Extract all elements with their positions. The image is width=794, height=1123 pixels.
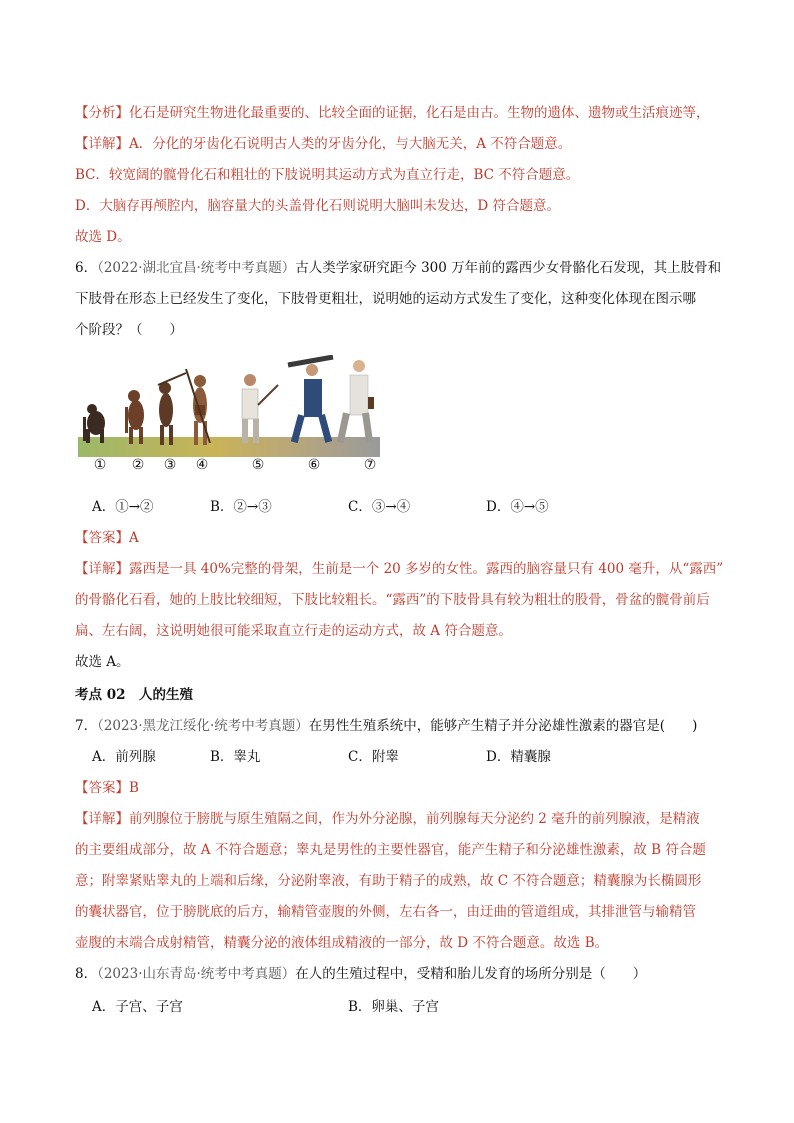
stage-label-2: ② [131, 457, 145, 473]
q5-detail-2: BC．较宽阔的髋骨化石和粗壮的下肢说明其运动方式为直立行走，BC 不符合题意。 [75, 167, 580, 183]
q5-detail-1 [75, 134, 571, 154]
figure-stage-4 [186, 369, 210, 445]
question-number: 7． [75, 718, 98, 734]
detail-text: 露西是一具 40%完整的骨架，生前是一个 20 多岁的女性。露西的脑容量只有 400 毫升，从“露西” [129, 561, 724, 577]
option-d: D．④→⑤ [486, 499, 549, 515]
q7-detail-4: 的囊状器官，位于膀胱底的后方，输精管壶腹的外侧，左右各一，由迂曲的管道组成，其排泄管与输精管 [75, 904, 696, 920]
question-number: 8． [75, 966, 98, 982]
stage-label-5: ⑤ [251, 457, 265, 473]
q6-conclusion: 故选 A。 [75, 654, 130, 670]
stage-label-6: ⑥ [307, 457, 321, 473]
stem-text: 在人的生殖过程中，受精和胎儿发育的场所分别是（ ） [295, 966, 647, 982]
stage-label-3: ③ [163, 457, 177, 473]
answer-tag: 【答案】 [75, 780, 129, 796]
detail-text: 前列腺位于膀胱与原生殖隔之间，作为外分泌腺，前列腺每天分泌约 2 毫升的前列腺液，是精液 [129, 811, 700, 827]
q6-stem-2: 下肢骨在形态上已经发生了变化，下肢骨更粗壮，说明她的运动方式发生了变化，这种变化体现在图示哪 [75, 291, 696, 307]
option-d: D．精囊腺 [486, 749, 551, 765]
question-number: 6． [75, 260, 98, 276]
q6-stem-3: 个阶段？（ ） [75, 322, 183, 338]
figure-stage-3 [158, 373, 186, 445]
q5-conclusion: 故选 D。 [75, 229, 131, 245]
option-b: B．②→③ [210, 499, 272, 515]
option-a: A．①→② [92, 499, 154, 515]
q8-stem [75, 964, 646, 984]
analysis-tag: 【分析】 [75, 105, 129, 121]
analysis-text: 化石是研究生物进化最重要的、比较全面的证据，化石是由古。生物的遗体、遗物或生活痕迹等， [129, 105, 710, 121]
q6-detail-1 [75, 559, 723, 579]
stem-text: 在男性生殖系统中，能够产生精子并分泌雄性激素的器官是( ) [308, 718, 698, 734]
figure-stage-2 [125, 390, 144, 444]
detail-tag: 【详解】 [75, 811, 129, 827]
question-source: （2023·山东青岛·统考中考真题） [97, 966, 296, 982]
option-a: A．子宫、子宫 [92, 999, 183, 1015]
option-a: A．前列腺 [92, 749, 156, 765]
figure-stage-labels [78, 457, 380, 477]
q7-answer [75, 778, 139, 798]
option-b: B．睾丸 [210, 749, 261, 765]
q7-detail-5: 壶腹的末端合成射精管，精囊分泌的液体组成精液的一部分，故 D 不符合题意。故选 B。 [75, 935, 609, 951]
ground-strip [78, 437, 380, 457]
q7-detail-2: 的主要组成部分，故 A 不符合题意；睾丸是男性的主要性器官，能产生精子和分泌雄性激素，故 B 符合题 [75, 842, 706, 858]
human-evolution-figure [78, 355, 380, 473]
q6-stem-1 [75, 258, 721, 278]
detail-tag: 【详解】 [75, 136, 129, 152]
figure-stage-6 [288, 357, 333, 443]
answer-value: B [129, 780, 139, 796]
q7-detail-3: 意；附睾紧贴睾丸的上端和后缘，分泌附睾液，有助于精子的成熟，故 C 不符合题意；精囊腺为长椭圆形 [75, 873, 702, 889]
detail-tag: 【详解】 [75, 561, 129, 577]
detail-text: A．分化的牙齿化石说明古人类的牙齿分化，与大脑无关，A 不符合题意。 [129, 136, 572, 152]
figure-stage-7 [337, 360, 374, 443]
q5-detail-3: D．大脑存再颅腔内，脑容量大的头盖骨化石则说明大脑叫未发达，D 符合题意。 [75, 198, 560, 214]
q5-analysis [75, 103, 710, 123]
question-source: （2022·湖北宜昌·统考中考真题） [97, 260, 296, 276]
q8-options [92, 997, 692, 1017]
option-b: B．卵巢、子宫 [348, 999, 439, 1015]
answer-tag: 【答案】 [75, 530, 129, 546]
stage-label-4: ④ [195, 457, 209, 473]
option-c: C．③→④ [348, 499, 411, 515]
stage-label-7: ⑦ [363, 457, 377, 473]
section-title: 考点 02 人的生殖 [75, 687, 193, 703]
figure-stage-5 [242, 374, 278, 443]
answer-value: A [129, 530, 139, 546]
q7-stem [75, 716, 697, 736]
q7-options [92, 747, 692, 767]
stem-text: 古人类学家研究距今 300 万年前的露西少女骨骼化石发现，其上肢骨和 [295, 260, 722, 276]
option-c: C．附睾 [348, 749, 399, 765]
question-source: （2023·黑龙江绥化·统考中考真题） [97, 718, 309, 734]
q6-options [92, 497, 692, 517]
stage-label-1: ① [93, 457, 107, 473]
q6-detail-2: 的骨骼化石看，她的上肢比较细短，下肢比较粗长。“露西”的下肢骨具有较为粗壮的股骨，骨盆的髋骨前后 [75, 592, 710, 608]
q6-detail-3: 扁、左右阔，这说明她很可能采取直立行走的运动方式，故 A 符合题意。 [75, 623, 512, 639]
q7-detail-1 [75, 809, 700, 829]
q6-answer [75, 528, 139, 548]
